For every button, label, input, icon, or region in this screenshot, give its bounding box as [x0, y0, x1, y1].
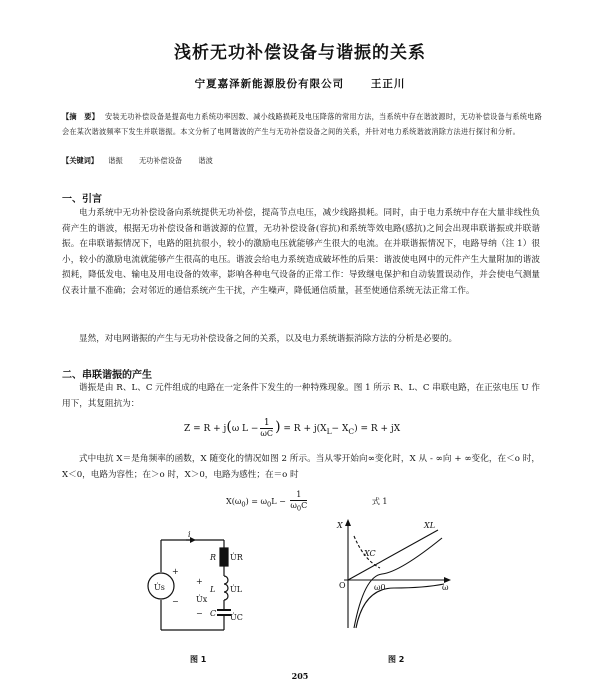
- keyword: 谐波: [198, 156, 213, 165]
- resistor: [220, 548, 228, 566]
- keywords-label: 【关键词】: [62, 156, 98, 165]
- abstract: [62, 110, 542, 139]
- label-ux: U̇x: [196, 595, 208, 604]
- label-minus-ux: −: [196, 609, 203, 618]
- label-minus: −: [172, 597, 179, 606]
- equation-fraction: $\frac{1}{\omega C}$: [260, 418, 274, 438]
- xl-curve: [348, 530, 438, 580]
- label-uc: U̇C: [230, 613, 243, 622]
- introduction-conclusion-paragraph: 显然，对电网谐振的产生与无功补偿设备之间的关系，以及电力系统谐振消除方法的分析是必要的。: [79, 334, 458, 344]
- inductor: [224, 576, 228, 600]
- abstract-text: 安装无功补偿设备是提高电力系统功率因数、减小线路损耗及电压降落的常用方法，当系统中存在谐波源时，无功补偿设备与系统电路会在某次谐波频率下发生并联谐振。本文分析了电网谐波的产生与无功补偿设备之间的关系，并针对电力系统谐波消除方法进行探讨和分析。: [62, 112, 542, 136]
- label-us: U̇s: [154, 583, 165, 592]
- label-r: R: [210, 553, 217, 562]
- equation-omega-l: ω L −: [231, 424, 259, 434]
- label-xc: XC: [364, 549, 376, 558]
- label-plus-ux: +: [196, 577, 203, 586]
- page-number: 205: [291, 671, 309, 681]
- label-omega: ω: [442, 583, 449, 592]
- equation-lhs: Z = R + j: [184, 424, 227, 434]
- keyword: 无功补偿设备: [138, 156, 183, 165]
- introduction-paragraph: 电力系统中无功补偿设备向系统提供无功补偿，提高节点电压，减少线路损耗。同时，由于电力系统中存在大量非线性负荷产生的谐波，根据无功补偿设备和谐波源的位置，无功补偿设备(容抗)和系统等效电路(感抗)之间会出现串联谐振或并联谐振。在串联谐振情况下，电路的阻抗很小，较小的激励电压就能够产生很大的电流。在并联谐振情况下，电路导纳（注 1）很小，较小的激励电流就能够产生很高的电压。谐波会给电力系统造成破坏性的后果：谐波使电网中的元件产生大量附加的谐波损耗，降低发电、输电及用电设备的效率，影响各种电气设备的正常工作：导致继电保护和自动装置误动作，并会使电气测量仪表计量不准确；会对邻近的通信系统产生干扰，产生噪声，降低通信质量，甚至使通信系统无法正常工作。: [62, 208, 540, 296]
- figure2-reactance-plot: [334, 516, 454, 634]
- label-origin: O: [339, 581, 346, 590]
- figure1-caption: 图 1: [190, 655, 207, 664]
- label-x: X: [337, 521, 343, 530]
- keywords: [62, 156, 227, 166]
- series-resonance-paragraph: 谐振是由 R、L、C 元件组成的电路在一定条件下发生的一种特殊现象。图 1 所示 R、L、C 串联电路，在正弦电压 U 作用下，其复阻抗为：: [62, 383, 540, 409]
- figure1-circuit-diagram: [146, 530, 246, 640]
- label-ul: U̇L: [230, 585, 243, 594]
- author-line: [0, 76, 600, 91]
- label-ur: U̇R: [230, 553, 243, 562]
- label-xl: XL: [424, 521, 436, 530]
- label-c: C: [210, 609, 217, 618]
- equation-rhs: = R + j(X: [283, 424, 327, 434]
- keyword: 谐振: [108, 156, 123, 165]
- impedance-equation: Z = R + j(ω L − $\frac{1}{\omega C}$ ) = $R + j(X_L- X_C) = R$ + jX: [184, 418, 401, 438]
- paper-title: 浅析无功补偿设备与谐振的关系: [174, 43, 426, 63]
- author-name: 王正川: [370, 78, 406, 90]
- label-omega0: ω0: [374, 583, 386, 592]
- label-plus: +: [172, 567, 179, 576]
- xc-curve: [356, 584, 444, 628]
- y-axis-arrow-icon: [345, 519, 351, 526]
- abstract-label: 【摘 要】: [62, 112, 100, 121]
- label-i: i: [188, 530, 191, 539]
- section-heading-series-resonance: 二、串联谐振的产生: [62, 370, 152, 381]
- label-l: L: [210, 585, 216, 594]
- current-arrow-icon: [190, 537, 196, 543]
- equation-label: 式 1: [371, 496, 388, 506]
- reactance-equation: $X(\omega_0) = \omega_0L$ − $\frac{1}{\omega_0C}$ 式 1: [226, 490, 388, 513]
- reactance-paragraph: 式中电抗 X＝是角频率的函数，X 随变化的情况如图 2 所示。当从零开始向∞变化时，X 从 - ∞向 + ∞变化，在＜o 时，X＜0，电路为容性；在＞o 时，X＞0，电路为感性；在＝o 时: [62, 454, 540, 480]
- section-heading-introduction: 一、引言: [62, 194, 102, 205]
- author-affiliation: 宁夏嘉泽新能源股份有限公司: [194, 78, 345, 90]
- figure2-caption: 图 2: [388, 655, 405, 664]
